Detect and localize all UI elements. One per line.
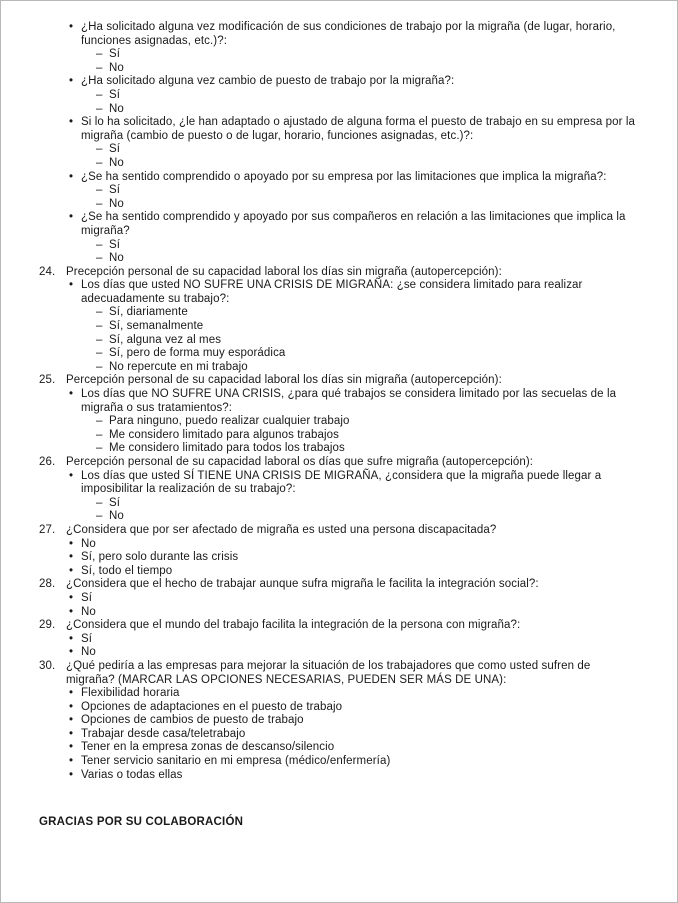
option-bullet-item <box>39 551 641 565</box>
option-bullet-item <box>39 633 641 647</box>
item-text: Tener en la empresa zonas de descanso/silencio <box>81 741 335 754</box>
bullet-marker-icon <box>69 592 81 606</box>
question-list <box>1 1 677 782</box>
bullet-marker-icon <box>69 728 81 742</box>
item-text: Opciones de cambios de puesto de trabajo <box>81 714 304 727</box>
bullet-marker-icon <box>69 470 81 484</box>
option-dash-item <box>39 361 641 375</box>
dash-marker-icon <box>96 89 109 103</box>
option-bullet-item <box>39 741 641 755</box>
option-dash-item <box>39 157 641 171</box>
item-text: Para ninguno, puedo realizar cualquier trabajo <box>109 415 350 428</box>
dash-marker-icon <box>96 198 109 212</box>
dash-marker-icon <box>96 320 109 334</box>
bullet-marker-icon <box>69 116 81 130</box>
item-text: Si lo ha solicitado, ¿le han adaptado o ajustado de alguna forma el puesto de trabajo en su empresa por la migraña (cambio de puesto o de lugar, horario, funciones asignadas, etc.)?: <box>81 116 636 142</box>
bullet-marker-icon <box>69 21 81 35</box>
item-text: No <box>109 252 124 265</box>
option-bullet-item <box>39 769 641 783</box>
item-text: Percepción personal de su capacidad laboral os días que sufre migraña (autopercepción): <box>66 456 534 468</box>
dash-marker-icon <box>96 510 109 524</box>
bullet-marker-icon <box>69 714 81 728</box>
bullet-marker-icon <box>69 606 81 620</box>
item-text: Los días que usted NO SUFRE UNA CRISIS DE MIGRAÑA: ¿se considera limitado para realizar adecuadamente su trabajo?: <box>81 279 583 305</box>
option-bullet-item <box>39 728 641 742</box>
item-text: Precepción personal de su capacidad laboral los días sin migraña (autopercepción): <box>66 265 502 278</box>
option-bullet-item <box>39 538 641 552</box>
item-text: Los días que usted SÍ TIENE UNA CRISIS DE MIGRAÑA, ¿considera que la migraña puede llegar a imposibilitar la realización de su trabajo?: <box>81 469 602 496</box>
option-dash-item <box>39 497 641 511</box>
question-item <box>39 456 641 470</box>
item-text: Sí, pero de forma muy esporádica <box>109 347 286 360</box>
bullet-marker-icon <box>69 769 81 783</box>
bullet-marker-icon <box>69 388 81 402</box>
item-text: Sí, semanalmente <box>109 320 204 333</box>
dash-marker-icon <box>96 62 109 76</box>
option-dash-item <box>39 239 641 253</box>
dash-marker-icon <box>96 239 109 253</box>
dash-marker-icon <box>96 252 109 266</box>
item-text: ¿Considera que el hecho de trabajar aunque sufra migraña le facilita la integración social?: <box>66 578 539 591</box>
bullet-marker-icon <box>69 565 81 579</box>
question-number: 24. <box>39 265 56 278</box>
option-dash-item <box>39 415 641 429</box>
option-bullet-item <box>39 646 641 660</box>
dash-marker-icon <box>96 157 109 171</box>
item-text: Sí <box>109 184 121 197</box>
item-text: ¿Ha solicitado alguna vez cambio de puesto de trabajo por la migraña?: <box>81 75 455 88</box>
bullet-marker-icon <box>69 211 81 225</box>
option-dash-item <box>39 320 641 334</box>
item-text: No <box>81 537 96 550</box>
dash-marker-icon <box>96 143 109 157</box>
item-text: Sí, alguna vez al mes <box>109 333 222 346</box>
dash-marker-icon <box>96 184 109 198</box>
question-number: 28. <box>39 578 56 591</box>
item-text: Trabajar desde casa/teletrabajo <box>81 727 246 740</box>
bullet-marker-icon <box>69 687 81 701</box>
option-dash-item <box>39 89 641 103</box>
dash-marker-icon <box>96 334 109 348</box>
option-dash-item <box>39 48 641 62</box>
item-text: No <box>81 646 96 659</box>
item-text: Sí, todo el tiempo <box>81 564 173 577</box>
question-item <box>39 578 641 592</box>
option-dash-item <box>39 103 641 117</box>
option-bullet-item <box>39 279 641 306</box>
option-dash-item <box>39 306 641 320</box>
option-dash-item <box>39 429 641 443</box>
item-text: ¿Ha solicitado alguna vez modificación de sus condiciones de trabajo por la migraña (de lugar, horario, funciones asignadas, etc.)?: <box>81 21 616 47</box>
item-text: ¿Considera que por ser afectado de migraña es usted una persona discapacitada? <box>66 523 497 536</box>
question-number: 30. <box>39 659 56 672</box>
option-dash-item <box>39 143 641 157</box>
item-text: Sí <box>109 88 121 101</box>
question-number: 26. <box>39 456 56 468</box>
item-text: ¿Qué pediría a las empresas para mejorar la situación de los trabajadores que como usted sufren de migraña? (MARCAR LAS OPCIONES NECESARIAS, PUEDEN SER MÁS DE UNA): <box>66 659 591 686</box>
question-number: 29. <box>39 619 56 632</box>
question-item <box>39 524 641 538</box>
option-bullet-item <box>39 75 641 89</box>
bullet-marker-icon <box>69 646 81 660</box>
dash-marker-icon <box>96 347 109 361</box>
dash-marker-icon <box>96 442 109 456</box>
bullet-marker-icon <box>69 551 81 565</box>
item-text: ¿Considera que el mundo del trabajo facilita la integración de la persona con migraña?: <box>66 619 521 632</box>
item-text: Sí <box>109 238 121 251</box>
item-text: Sí <box>81 591 93 604</box>
item-text: Flexibilidad horaria <box>81 687 180 700</box>
dash-marker-icon <box>96 415 109 429</box>
question-item <box>39 266 641 280</box>
option-bullet-item <box>39 211 641 238</box>
item-text: Sí <box>81 632 93 645</box>
bullet-marker-icon <box>69 633 81 647</box>
item-text: Opciones de adaptaciones en el puesto de trabajo <box>81 700 343 713</box>
bullet-marker-icon <box>69 538 81 552</box>
dash-marker-icon <box>96 429 109 443</box>
item-text: No <box>109 197 124 210</box>
question-item <box>39 660 641 687</box>
item-text: Tener servicio sanitario en mi empresa (médico/enfermería) <box>81 755 391 768</box>
item-text: Varias o todas ellas <box>81 768 183 781</box>
question-number: 25. <box>39 374 56 387</box>
option-bullet-item <box>39 687 641 701</box>
option-bullet-item <box>39 755 641 769</box>
question-number: 27. <box>39 523 56 536</box>
bullet-marker-icon <box>69 171 81 185</box>
option-dash-item <box>39 252 641 266</box>
option-bullet-item <box>39 171 641 185</box>
bullet-marker-icon <box>69 741 81 755</box>
item-text: Sí <box>109 496 121 509</box>
option-bullet-item <box>39 388 641 415</box>
bullet-marker-icon <box>69 75 81 89</box>
dash-marker-icon <box>96 497 109 511</box>
option-bullet-item <box>39 592 641 606</box>
question-item <box>39 374 641 388</box>
option-bullet-item <box>39 565 641 579</box>
item-text: No <box>109 156 124 169</box>
option-bullet-item <box>39 606 641 620</box>
item-text: Me considero limitado para todos los trabajos <box>109 442 345 455</box>
bullet-marker-icon <box>69 279 81 293</box>
item-text: Los días que NO SUFRE UNA CRISIS, ¿para qué trabajos se considera limitado por las secuelas de la migraña o sus tratamientos?: <box>81 388 617 414</box>
bullet-marker-icon <box>69 755 81 769</box>
option-dash-item <box>39 62 641 76</box>
option-bullet-item <box>39 116 641 143</box>
item-text: ¿Se ha sentido comprendido y apoyado por sus compañeros en relación a las limitaciones que implica la migraña? <box>81 211 626 237</box>
bullet-marker-icon <box>69 701 81 715</box>
option-dash-item <box>39 442 641 456</box>
item-text: ¿Se ha sentido comprendido o apoyado por su empresa por las limitaciones que implica la migraña?: <box>81 170 607 183</box>
option-dash-item <box>39 347 641 361</box>
item-text: Sí <box>109 143 121 156</box>
question-item <box>39 619 641 633</box>
dash-marker-icon <box>96 361 109 375</box>
option-bullet-item <box>39 714 641 728</box>
item-text: No <box>109 102 124 115</box>
item-text: No <box>81 605 96 618</box>
item-text: Sí, diariamente <box>109 306 188 319</box>
option-dash-item <box>39 198 641 212</box>
dash-marker-icon <box>96 103 109 117</box>
dash-marker-icon <box>96 306 109 320</box>
item-text: No <box>109 510 124 523</box>
option-dash-item <box>39 334 641 348</box>
item-text: No repercute en mi trabajo <box>109 360 248 373</box>
option-dash-item <box>39 184 641 198</box>
item-text: Percepción personal de su capacidad laboral los días sin migraña (autopercepción): <box>66 374 502 387</box>
dash-marker-icon <box>96 48 109 62</box>
item-text: Sí <box>109 48 121 61</box>
closing-thanks-text: GRACIAS POR SU COLABORACIÓN <box>39 816 244 829</box>
item-text: Me considero limitado para algunos trabajos <box>109 428 339 441</box>
option-dash-item <box>39 510 641 524</box>
option-bullet-item <box>39 21 641 48</box>
option-bullet-item <box>39 470 641 497</box>
item-text: Sí, pero solo durante las crisis <box>81 551 239 564</box>
option-bullet-item <box>39 701 641 715</box>
item-text: No <box>109 61 124 74</box>
